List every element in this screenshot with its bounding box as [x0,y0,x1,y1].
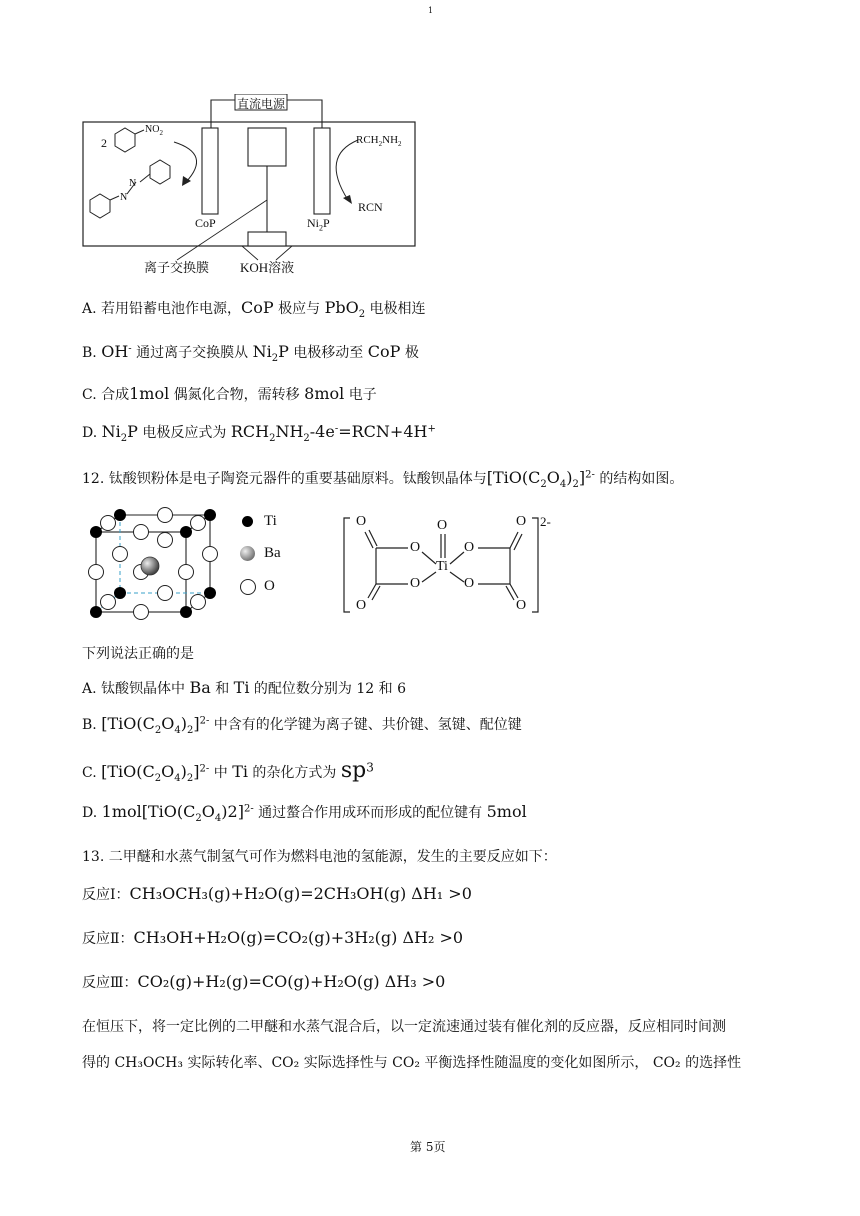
page-number: 第 5页 [410,1140,446,1154]
q13-paragraph-line-1: 在恒压下，将一定比例的二甲醚和水蒸气混合后，以一定流速通过装有催化剂的反应器，反应相同时间测 [82,1019,726,1035]
q11-option-a: A. 若用铅蓄电池作电源，CoP 极应与 PbO$_2$ 电极相连 [82,298,426,320]
legend-ti: Ti [240,512,300,532]
oxygen-label: O [356,514,367,529]
oxygen-label: O [410,576,421,591]
ba-atom-icon [240,546,255,561]
q11-option-c: C. 合成1mol 偶氮化合物，需转移 8mol 电子 [82,384,377,403]
nitrile-label: RCN [358,200,383,214]
ni2p-electrode-label: $Ni_2P$ [307,216,330,233]
q11-option-d: D. $Ni_2P$ 电极反应式为 $RCH_2NH_2-4e^-=RCN+4H^+$ [82,422,436,444]
q12-option-d: D. $1mol[TiO(C_2O_4)2]^{2-}$ 通过螯合作用成环而形成的配位键有 5mol [82,802,527,825]
q12-option-b: B. $[TiO(C_2O_4)_2]^{2-}$ 中含有的化学键为离子键、共价键、氢键、配位键 [82,714,522,737]
q12-option-a: A. 钛酸钡晶体中 Ba 和 Ti 的配位数分别为 12 和 6 [82,678,406,697]
oxygen-label: O [464,576,475,591]
amine-label: $RCH_2NH_2$ [356,134,402,149]
membrane-label: 离子交换膜 [144,261,210,276]
q11-option-b: B. OH- 通过离子交换膜从 $Ni_2P$ 电极移动至 CoP 极 [82,342,419,364]
reaction-2: 反应Ⅱ：CH₃OH+H₂O(g)=CO₂(g)+3H₂(g) ΔH₂ >0 [82,928,464,947]
koh-solution-label: KOH溶液 [240,260,295,275]
charge-label: 2- [540,514,551,529]
ti-atom-icon [242,516,253,527]
electrolysis-diagram [82,94,418,274]
power-source-label: 直流电源 [237,97,286,111]
q12-option-c: C. $[TiO(C_2O_4)_2]^{2-}$ 中 Ti 的杂化方式为 $sp^3$ [82,758,374,785]
cop-electrode-label: CoP [195,216,216,230]
reaction-1: 反应Ⅰ：CH₃OCH₃(g)+H₂O(g)=2CH₃OH(g) ΔH₁ >0 [82,884,472,903]
azo-n-label-1: N [129,178,137,189]
azo-n-label-2: N [120,192,128,203]
reaction-3: 反应Ⅲ：CO₂(g)+H₂(g)=CO(g)+H₂O(g) ΔH₃ >0 [82,972,446,991]
crystal-lattice-diagram [80,500,230,625]
titanium-label: Ti [436,559,448,574]
oxygen-label: O [464,540,475,555]
lattice-legend [240,512,300,602]
legend-o: O [240,578,300,598]
oxygen-label: O [410,540,421,555]
nitro-group-label: $NO_2$ [145,124,163,137]
oxalate-complex-structure [340,512,570,622]
q12-stem: 12. 钛酸钡粉体是电子陶瓷元器件的重要基础原料。钛酸钡晶体与$[TiO(C_2O_4)_2]^{2-}$ 的结构如图。 [82,468,684,491]
legend-ba: Ba [240,544,300,564]
oxygen-label: O [356,598,367,613]
q12-prompt: 下列说法正确的是 [82,646,194,662]
header-mark: 1 [428,6,434,15]
oxygen-label: O [437,518,448,533]
coefficient-label: 2 [101,136,107,150]
o-atom-icon [240,579,256,595]
q13-stem: 13. 二甲醚和水蒸气制氢气可作为燃料电池的氢能源，发生的主要反应如下： [82,849,557,865]
oxygen-label: O [516,598,527,613]
oxygen-label: O [516,514,527,529]
q13-paragraph-line-2: 得的 CH₃OCH₃ 实际转化率、CO₂ 实际选择性与 CO₂ 平衡选择性随温度的变化如图所示， CO₂ 的选择性 [82,1055,742,1071]
